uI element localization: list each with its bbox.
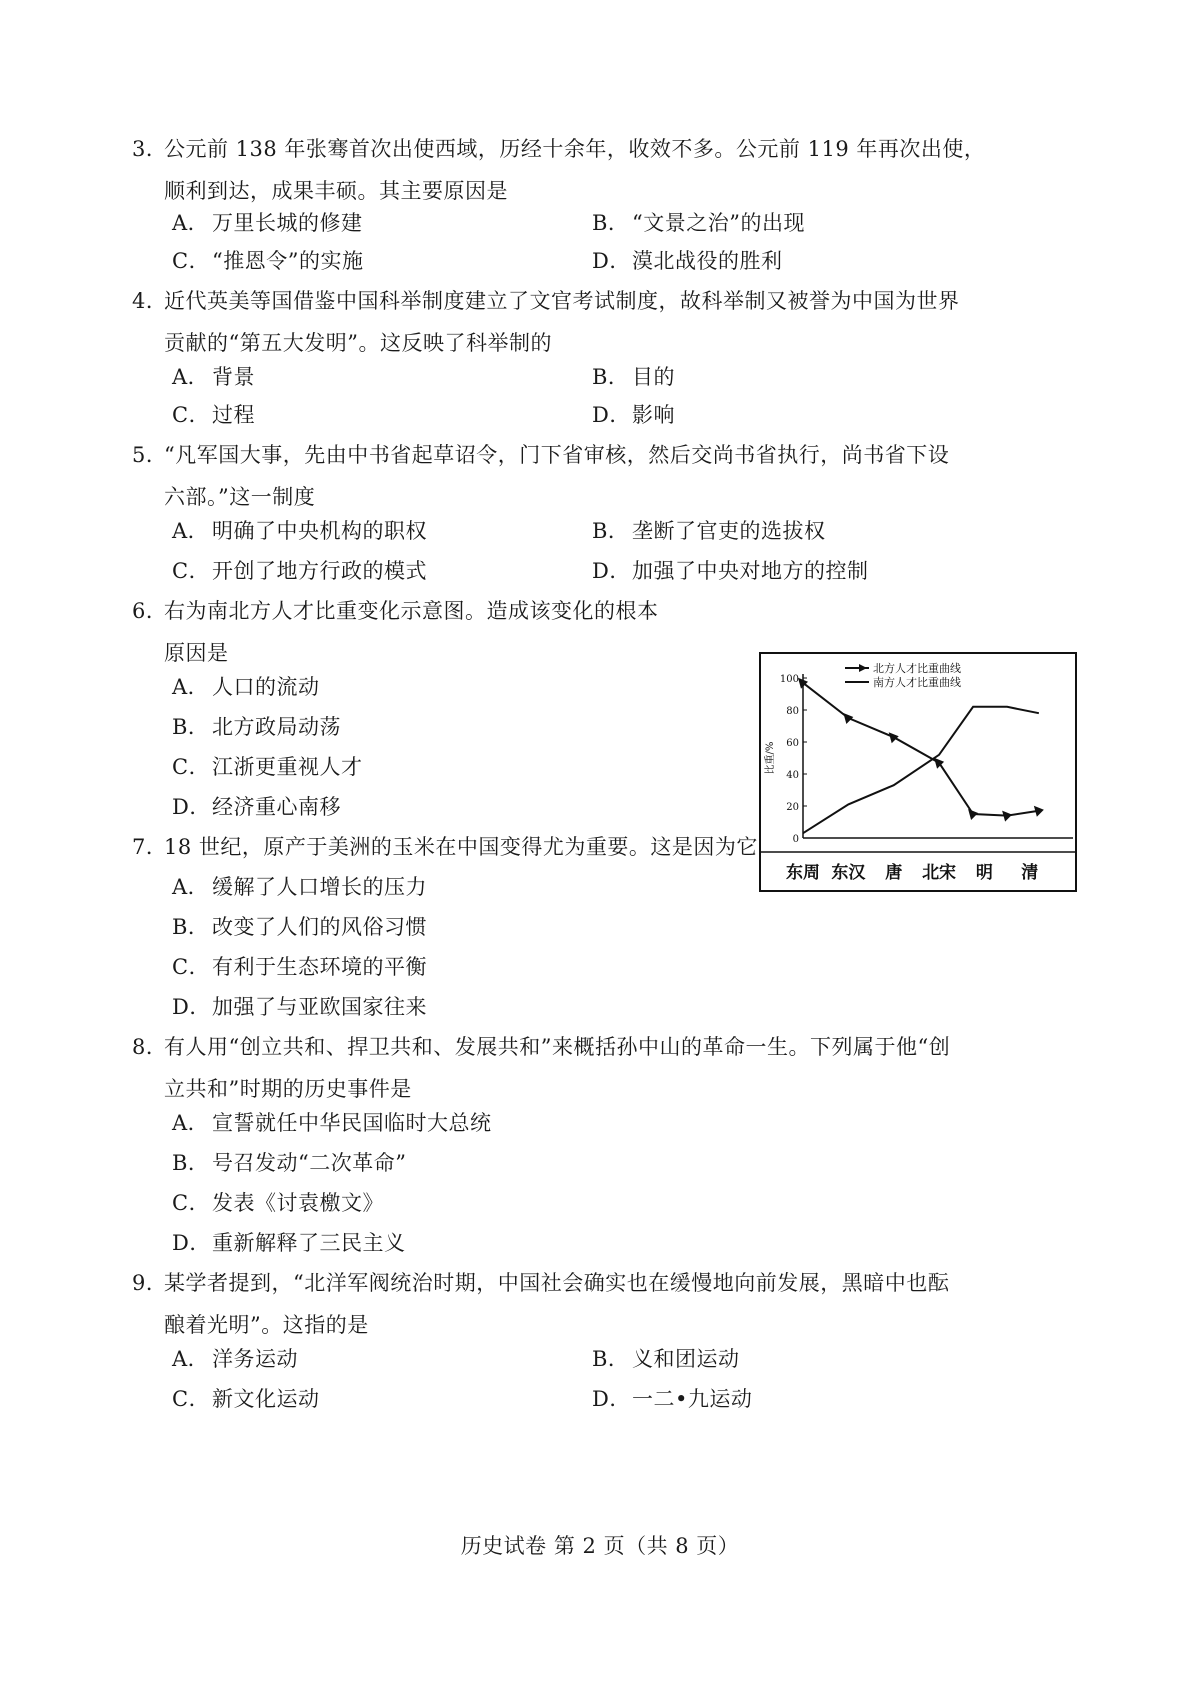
x-category-label: 清	[1021, 863, 1039, 883]
question-number: 3．	[132, 137, 168, 161]
question-6-option-a[interactable]	[172, 666, 320, 708]
option-letter: D．	[172, 1231, 211, 1255]
stem-line: 立共和”时期的历史事件是	[164, 1077, 412, 1101]
question-7-option-c[interactable]	[172, 946, 427, 988]
question-8-option-b[interactable]	[172, 1142, 406, 1184]
question-5-option-b[interactable]	[592, 510, 826, 552]
option-letter: D．	[592, 249, 631, 273]
question-3-stem	[132, 128, 1082, 212]
stem-line: 18 世纪，原产于美洲的玉米在中国变得尤为重要。这是因为它	[164, 835, 758, 859]
x-category-label: 东周	[786, 863, 820, 883]
question-3-option-c[interactable]	[172, 240, 363, 282]
y-tick-label: 60	[786, 738, 799, 749]
y-axis-label: 比重/%	[765, 741, 776, 775]
option-letter: D．	[172, 795, 211, 819]
question-number: 4．	[132, 289, 168, 313]
legend-label: 北方人才比重曲线	[873, 662, 961, 675]
option-text: 改变了人们的风俗习惯	[212, 915, 427, 939]
option-text: 缓解了人口增长的压力	[212, 875, 427, 899]
option-letter: B．	[592, 211, 630, 235]
option-text: 北方政局动荡	[212, 715, 341, 739]
option-text: 重新解释了三民主义	[212, 1231, 406, 1255]
question-3-option-b[interactable]	[592, 202, 805, 244]
option-letter: C．	[172, 955, 211, 979]
y-tick-label: 80	[786, 706, 799, 717]
option-letter: A．	[172, 519, 210, 543]
stem-line: 某学者提到，“北洋军阀统治时期，中国社会确实也在缓慢地向前发展，黑暗中也酝	[164, 1271, 950, 1295]
question-4-option-c[interactable]	[172, 394, 255, 436]
page-footer: 历史试卷 第 2 页（共 8 页）	[460, 1534, 740, 1558]
option-text: 有利于生态环境的平衡	[212, 955, 427, 979]
question-6-stem	[132, 590, 732, 674]
question-5-option-c[interactable]	[172, 550, 427, 592]
x-category-label: 明	[975, 863, 993, 883]
question-number: 5．	[132, 443, 168, 467]
question-8-option-d[interactable]	[172, 1222, 406, 1264]
option-letter: A．	[172, 1111, 210, 1135]
option-text: 一二•九运动	[632, 1387, 753, 1411]
option-text: “推恩令”的实施	[212, 249, 364, 273]
option-letter: B．	[592, 365, 630, 389]
stem-line: 贡献的“第五大发明”。这反映了科举制的	[164, 331, 552, 355]
option-letter: B．	[172, 715, 210, 739]
question-6-option-b[interactable]	[172, 706, 341, 748]
question-9-option-a[interactable]	[172, 1338, 298, 1380]
option-text: 洋务运动	[212, 1347, 298, 1371]
option-text: 明确了中央机构的职权	[212, 519, 427, 543]
option-letter: B．	[172, 915, 210, 939]
question-9-option-c[interactable]	[172, 1378, 320, 1420]
north-series-marker	[1002, 811, 1012, 822]
question-6-option-c[interactable]	[172, 746, 363, 788]
legend-label: 南方人才比重曲线	[873, 676, 961, 689]
question-9-option-b[interactable]	[592, 1338, 740, 1380]
stem-line: 六部。”这一制度	[164, 485, 316, 509]
stem-line: 有人用“创立共和、捍卫共和、发展共和”来概括孙中山的革命一生。下列属于他“创	[164, 1035, 951, 1059]
option-text: 背景	[212, 365, 255, 389]
option-text: 万里长城的修建	[212, 211, 363, 235]
option-text: 加强了中央对地方的控制	[632, 559, 869, 583]
option-text: 宣誓就任中华民国临时大总统	[212, 1111, 492, 1135]
option-letter: B．	[592, 519, 630, 543]
question-9-stem	[132, 1262, 1082, 1346]
question-8-stem	[132, 1026, 1082, 1110]
stem-line: 右为南北方人才比重变化示意图。造成该变化的根本	[164, 599, 659, 623]
stem-line: 原因是	[164, 641, 229, 665]
option-letter: C．	[172, 1387, 211, 1411]
question-8-option-a[interactable]	[172, 1102, 492, 1144]
question-5-option-a[interactable]	[172, 510, 427, 552]
option-text: “文景之治”的出现	[632, 211, 805, 235]
option-text: 影响	[632, 403, 675, 427]
question-6-option-d[interactable]	[172, 786, 341, 828]
x-category-label: 唐	[885, 863, 903, 883]
question-4-option-b[interactable]	[592, 356, 675, 398]
question-7-option-d[interactable]	[172, 986, 427, 1028]
question-5-option-d[interactable]	[592, 550, 869, 592]
option-text: 目的	[632, 365, 675, 389]
option-text: 垄断了官吏的选拔权	[632, 519, 826, 543]
y-tick-label: 20	[786, 802, 799, 813]
option-text: 江浙更重视人才	[212, 755, 363, 779]
y-tick-label: 40	[786, 770, 799, 781]
option-text: 新文化运动	[212, 1387, 320, 1411]
question-7-option-a[interactable]	[172, 866, 427, 908]
option-letter: A．	[172, 875, 210, 899]
option-letter: D．	[172, 995, 211, 1019]
option-letter: C．	[172, 1191, 211, 1215]
option-letter: C．	[172, 755, 211, 779]
option-letter: A．	[172, 675, 210, 699]
question-3-option-d[interactable]	[592, 240, 783, 282]
option-letter: B．	[172, 1151, 210, 1175]
option-text: 过程	[212, 403, 255, 427]
x-category-label: 北宋	[922, 863, 957, 883]
option-text: 开创了地方行政的模式	[212, 559, 427, 583]
question-number: 7．	[132, 835, 168, 859]
option-letter: C．	[172, 559, 211, 583]
option-letter: C．	[172, 403, 211, 427]
legend-marker	[859, 664, 867, 672]
option-text: 人口的流动	[212, 675, 320, 699]
option-text: 加强了与亚欧国家往来	[212, 995, 427, 1019]
x-category-label: 东汉	[831, 863, 866, 883]
question-number: 6．	[132, 599, 168, 623]
stem-line: 顺利到达，成果丰硕。其主要原因是	[164, 179, 508, 203]
question-5-stem	[132, 434, 1082, 518]
north-series-marker	[1034, 806, 1044, 817]
question-7-stem	[132, 826, 1082, 868]
stem-line: 酿着光明”。这指的是	[164, 1313, 369, 1337]
stem-line: 公元前 138 年张骞首次出使西域，历经十余年，收效不多。公元前 119 年再次出使，	[164, 137, 986, 161]
question-4-option-a[interactable]	[172, 356, 255, 398]
option-letter: D．	[592, 403, 631, 427]
option-letter: B．	[592, 1347, 630, 1371]
question-7-option-b[interactable]	[172, 906, 427, 948]
question-3-option-a[interactable]	[172, 202, 363, 244]
option-letter: A．	[172, 211, 210, 235]
north-series-marker	[889, 732, 899, 743]
north-series-line	[803, 683, 1039, 816]
question-4-option-d[interactable]	[592, 394, 675, 436]
question-4-stem	[132, 280, 1082, 364]
option-text: 经济重心南移	[212, 795, 341, 819]
option-letter: C．	[172, 249, 211, 273]
y-tick-label: 100	[779, 674, 799, 685]
north-series-marker	[843, 713, 853, 724]
option-text: 号召发动“二次革命”	[212, 1151, 407, 1175]
question-9-option-d[interactable]	[592, 1378, 752, 1420]
option-text: 漠北战役的胜利	[632, 249, 783, 273]
option-letter: D．	[592, 559, 631, 583]
option-letter: A．	[172, 1347, 210, 1371]
option-text: 发表《讨袁檄文》	[212, 1191, 384, 1215]
question-number: 8．	[132, 1035, 168, 1059]
y-tick-label: 0	[792, 834, 799, 845]
stem-line: 近代英美等国借鉴中国科举制度建立了文官考试制度，故科举制又被誉为中国为世界	[164, 289, 960, 313]
option-text: 义和团运动	[632, 1347, 740, 1371]
option-letter: D．	[592, 1387, 631, 1411]
question-8-option-c[interactable]	[172, 1182, 384, 1224]
question-number: 9．	[132, 1271, 168, 1295]
option-letter: A．	[172, 365, 210, 389]
stem-line: “凡军国大事，先由中书省起草诏令，门下省审核，然后交尚书省执行，尚书省下设	[164, 443, 950, 467]
